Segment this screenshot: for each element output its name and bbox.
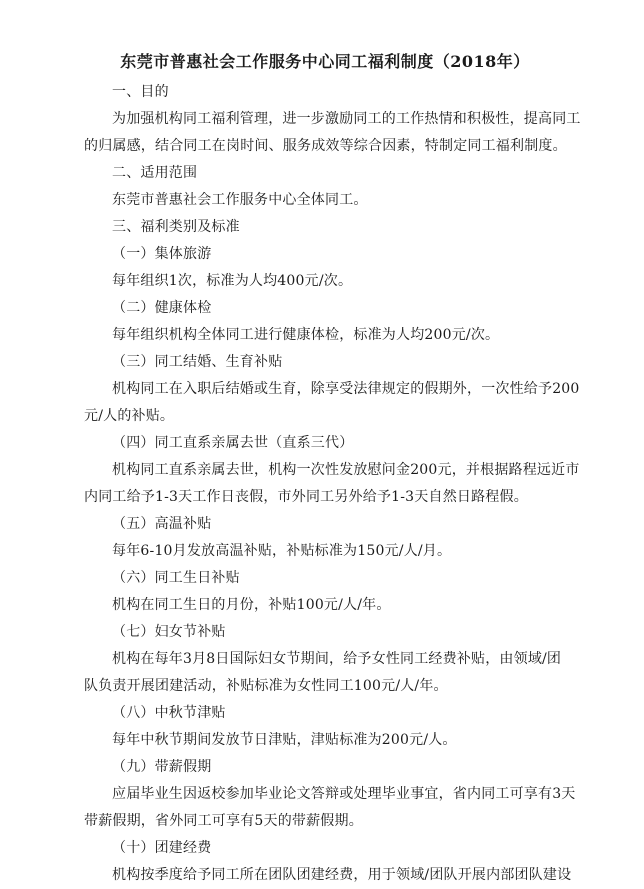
subsection-heading: （七）妇女节补贴 (112, 624, 226, 640)
paragraph-line: 为加强机构同工福利管理，进一步激励同工的工作热情和积极性，提高同工 (112, 111, 581, 127)
paragraph-line: 机构同工直系亲属去世，机构一次性发放慰问金200元，并根据路程远近市 (112, 462, 580, 478)
section-heading: 二、适用范围 (112, 165, 198, 181)
paragraph-line: 机构在同工生日的月份，补贴100元/人/年。 (112, 597, 391, 613)
section-heading: 三、福利类别及标准 (112, 219, 240, 235)
subsection-heading: （一）集体旅游 (112, 246, 212, 262)
paragraph-line: 东莞市普惠社会工作服务中心全体同工。 (112, 192, 368, 208)
paragraph-line: 机构按季度给予同工所在团队团建经费，用于领域/团队开展内部团队建设 (112, 867, 572, 883)
subsection-heading: （九）带薪假期 (112, 759, 212, 775)
subsection-heading: （二）健康体检 (112, 300, 212, 316)
paragraph-line: 应届毕业生因返校参加毕业论文答辩或处理毕业事宜，省内同工可享有3天 (112, 786, 576, 802)
section-heading: 一、目的 (112, 84, 169, 100)
subsection-heading: （十）团建经费 (112, 840, 212, 856)
paragraph-line: 每年组织机构全体同工进行健康体检，标准为人均200元/次。 (112, 327, 500, 343)
subsection-heading: （八）中秋节津贴 (112, 705, 226, 721)
paragraph-continuation: 带薪假期，省外同工可享有5天的带薪假期。 (84, 813, 363, 829)
paragraph-line: 每年中秋节期间发放节日津贴，津贴标准为200元/人。 (112, 732, 457, 748)
paragraph-line: 机构在每年3月8日国际妇女节期间，给予女性同工经费补贴，由领域/团 (112, 651, 562, 667)
paragraph-line: 每年组织1次，标准为人均400元/次。 (112, 273, 353, 289)
subsection-heading: （四）同工直系亲属去世（直系三代） (112, 435, 354, 451)
paragraph-continuation: 元/人的补贴。 (84, 408, 175, 424)
paragraph-line: 每年6-10月发放高温补贴，补贴标准为150元/人/月。 (112, 543, 452, 559)
paragraph-continuation: 内同工给予1-3天工作日丧假，市外同工另外给予1-3天自然日路程假。 (84, 489, 528, 505)
paragraph-continuation: 队负责开展团建活动，补贴标准为女性同工100元/人/年。 (84, 678, 448, 694)
subsection-heading: （六）同工生日补贴 (112, 570, 240, 586)
subsection-heading: （三）同工结婚、生育补贴 (112, 354, 283, 370)
subsection-heading: （五）高温补贴 (112, 516, 212, 532)
paragraph-continuation: 的归属感，结合同工在岗时间、服务成效等综合因素，特制定同工福利制度。 (84, 138, 567, 154)
document-body (84, 79, 581, 889)
paragraph-line: 机构同工在入职后结婚或生育，除享受法律规定的假期外，一次性给予200 (112, 381, 580, 397)
document-title: 东莞市普惠社会工作服务中心同工福利制度（2018年） (120, 52, 530, 71)
